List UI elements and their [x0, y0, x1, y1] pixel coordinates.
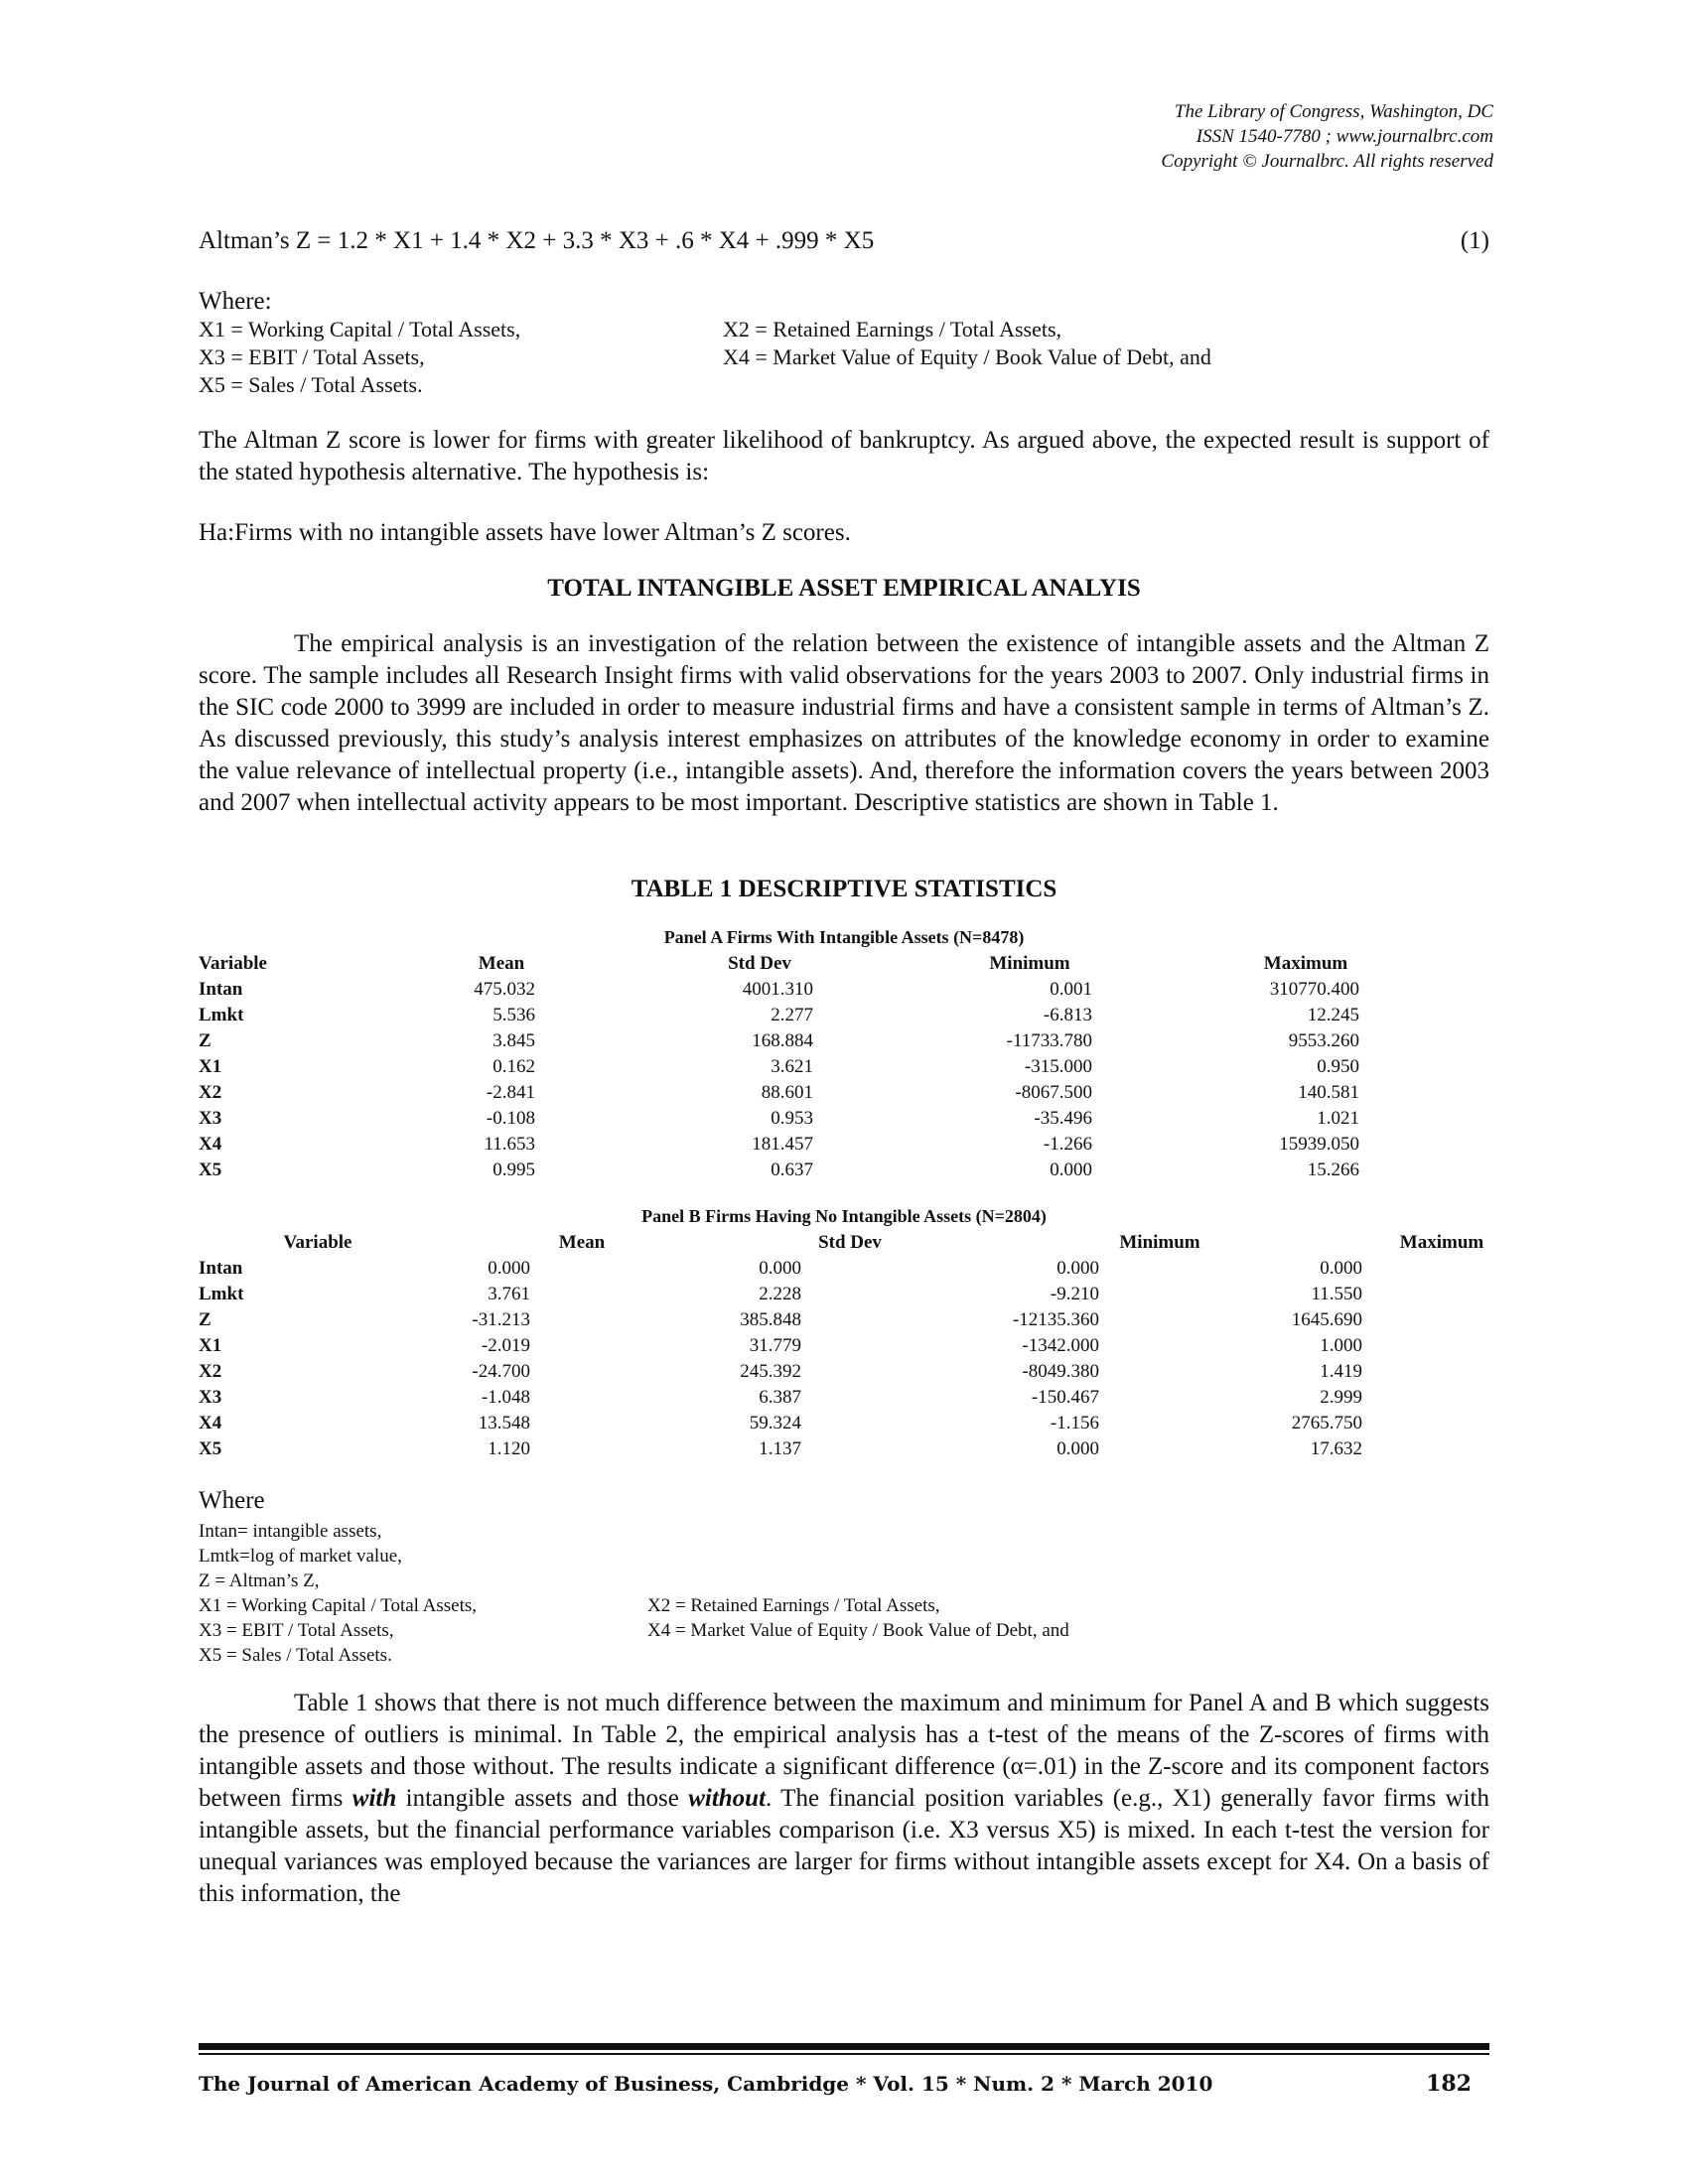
panel-b-value-cell: -1.048: [481, 1387, 530, 1408]
panel-b-variable-cell: X3: [199, 1387, 222, 1408]
panel-a-value-cell: -11733.780: [1006, 1030, 1092, 1051]
table-row: [199, 1359, 1489, 1385]
panel-a-value-cell: 12.245: [1307, 1005, 1359, 1025]
equation-number: (1): [1460, 227, 1489, 254]
emphasis-with: with: [352, 1785, 397, 1812]
panel-a-value-cell: -35.496: [1034, 1108, 1092, 1129]
panel-a-value-cell: -8067.500: [1015, 1082, 1092, 1103]
panel-b-value-cell: -31.213: [472, 1309, 530, 1330]
panel-b-value-cell: 1.000: [1320, 1335, 1362, 1356]
panel-b-header-row: [199, 1230, 1489, 1256]
panel-a-value-cell: 0.953: [771, 1108, 813, 1129]
table-row: [199, 1132, 1489, 1158]
panel-a-header-3: Minimum: [989, 953, 1070, 974]
panel-a-value-cell: 310770.400: [1269, 979, 1359, 1000]
panel-b-value-cell: -8049.380: [1022, 1361, 1099, 1382]
table-row: [199, 1054, 1489, 1080]
panel-b-variable-cell: Z: [199, 1309, 211, 1330]
panel-a-header-1: Mean: [478, 953, 525, 974]
emphasis-without: without: [688, 1785, 767, 1812]
paragraph-empirical-analysis: The empirical analysis is an investigation of the relation between the existence of intangible assets and the Altman Z score. The sample includes all Research Insight firms with valid observations for the years 2003 to 2007. Only industrial firms in the SIC code 2000 to 3999 are included in order to measure industrial firms and have a consistent sample in terms of Altman’s Z. As discussed previously, this study’s analysis interest emphasizes on attributes of the knowledge economy in order to examine the value relevance of intellectual property (i.e., intangible assets). And, therefore the information covers the years between 2003 and 2007 when intellectual activity appears to be most important. Descriptive statistics are shown in Table 1.: [199, 630, 1489, 816]
panel-a-value-cell: -1.266: [1043, 1134, 1092, 1155]
panel-a-value-cell: 3.845: [492, 1030, 535, 1051]
panel-b-value-cell: 385.848: [740, 1309, 801, 1330]
table-row: [199, 1158, 1489, 1183]
def-x1: X1 = Working Capital / Total Assets,: [199, 317, 521, 341]
note-x4: X4 = Market Value of Equity / Book Value of Debt, and: [647, 1620, 1069, 1641]
table-row: [199, 1436, 1489, 1462]
panel-a-value-cell: -0.108: [486, 1108, 535, 1129]
panel-b-header-2: Std Dev: [818, 1232, 882, 1253]
table-notes-where: Where: [199, 1487, 265, 1514]
paragraph-table-discussion: [199, 1688, 1489, 1910]
table-row: [199, 1028, 1489, 1054]
panel-a-variable-cell: X1: [199, 1056, 222, 1077]
journal-header: [1161, 99, 1493, 174]
def-x2: X2 = Retained Earnings / Total Assets,: [723, 317, 1062, 341]
page-number: 182: [1426, 2071, 1472, 2097]
panel-a-value-cell: -315.000: [1024, 1056, 1092, 1077]
panel-b-variable-cell: X2: [199, 1361, 222, 1382]
panel-a-value-cell: 0.000: [1050, 1160, 1092, 1180]
panel-b-value-cell: -1342.000: [1022, 1335, 1099, 1356]
table-row: [199, 1003, 1489, 1028]
table-row: [199, 1282, 1489, 1307]
panel-b-value-cell: 245.392: [740, 1361, 801, 1382]
paragraph-altman-z: The Altman Z score is lower for firms with greater likelihood of bankruptcy. As argued above, the expected result is support of the stated hypothesis alternative. The hypothesis is:: [199, 427, 1489, 485]
panel-a-header-2: Std Dev: [728, 953, 791, 974]
panel-b-value-cell: -24.700: [472, 1361, 530, 1382]
para3-part1: Table 1 shows that there is not much difference between the maximum and minimum for Panel A and B which suggests the presence of outliers is minimal. In Table 2, the empirical analysis has a t-test of the means of the Z-scores of firms with intangible assets and those without. The results indicate a significant difference (α=.01) in the Z-score and its component factors between firms: [199, 1690, 1489, 1812]
panel-a-variable-cell: X4: [199, 1134, 222, 1155]
note-x1: X1 = Working Capital / Total Assets,: [199, 1595, 478, 1616]
panel-b-header-3: Minimum: [1119, 1232, 1200, 1253]
panel-a-value-cell: 2.277: [771, 1005, 813, 1025]
panel-b-value-cell: 0.000: [1056, 1258, 1099, 1279]
table-notes: [199, 1519, 1069, 1668]
section-heading: TOTAL INTANGIBLE ASSET EMPIRICAL ANALYIS: [547, 575, 1141, 602]
panel-a-variable-cell: X3: [199, 1108, 222, 1129]
para3-part3: . The financial position variables (e.g., X1) generally favor firms with intangible assets, but the financial performance variables comparison (i.e. X3 versus X5) is mixed. In each t-test the version for unequal variances was employed because the variances are larger for firms without intangible assets except for X4. On a basis of this information, the: [199, 1785, 1490, 1907]
panel-a-value-cell: 140.581: [1298, 1082, 1359, 1103]
panel-b-value-cell: 0.000: [1320, 1258, 1362, 1279]
panel-a-value-cell: 0.162: [492, 1056, 535, 1077]
header-line-2: ISSN 1540-7780 ; www.journalbrc.com: [1196, 126, 1493, 147]
footer-rule-thick: [199, 2043, 1489, 2050]
altman-equation: Altman’s Z = 1.2 * X1 + 1.4 * X2 + 3.3 * X3 + .6 * X4 + .999 * X5: [199, 227, 875, 254]
panel-b-value-cell: 0.000: [759, 1258, 801, 1279]
where-label: Where:: [199, 288, 272, 315]
panel-a-value-cell: 0.950: [1317, 1056, 1359, 1077]
panel-b-value-cell: -12135.360: [1012, 1309, 1099, 1330]
panel-b-variable-cell: Intan: [199, 1258, 243, 1279]
panel-a-value-cell: 9553.260: [1288, 1030, 1359, 1051]
note-intan: Intan= intangible assets,: [199, 1521, 382, 1542]
table-row: [199, 1256, 1489, 1282]
panel-a-value-cell: 3.621: [771, 1056, 813, 1077]
table-row: [199, 1333, 1489, 1359]
panel-b-value-cell: 31.779: [749, 1335, 801, 1356]
panel-b-title: Panel B Firms Having No Intangible Assets (N=2804): [641, 1206, 1047, 1226]
panel-b-value-cell: 6.387: [759, 1387, 801, 1408]
panel-a-variable-cell: X5: [199, 1160, 222, 1180]
panel-b-value-cell: 1.120: [488, 1438, 530, 1459]
note-x3: X3 = EBIT / Total Assets,: [199, 1620, 394, 1641]
variable-definitions: [199, 316, 1489, 399]
panel-b-value-cell: -1.156: [1050, 1413, 1099, 1433]
panel-b-value-cell: 2765.750: [1291, 1413, 1362, 1433]
panel-a-header-4: Maximum: [1263, 953, 1348, 974]
panel-b-header-0: Variable: [283, 1232, 352, 1253]
panel-b-value-cell: 3.761: [488, 1284, 530, 1304]
note-lmtk: Lmtk=log of market value,: [199, 1546, 402, 1567]
panel-b-value-cell: 59.324: [749, 1413, 801, 1433]
panel-a-value-cell: -2.841: [486, 1082, 535, 1103]
panel-a-value-cell: 11.653: [484, 1134, 535, 1155]
panel-b-value-cell: 1.137: [759, 1438, 801, 1459]
panel-b-value-cell: -9.210: [1050, 1284, 1099, 1304]
panel-a-value-cell: 0.637: [771, 1160, 813, 1180]
footer-journal: The Journal of American Academy of Business, Cambridge * Vol. 15 * Num. 2 * March 2010: [199, 2072, 1213, 2096]
panel-a-variable-cell: Intan: [199, 979, 243, 1000]
panel-b-variable-cell: X1: [199, 1335, 222, 1356]
panel-b-value-cell: 0.000: [488, 1258, 530, 1279]
footer-rule-thin: [199, 2053, 1489, 2055]
panel-b-value-cell: 2.228: [759, 1284, 801, 1304]
panel-a-value-cell: 88.601: [761, 1082, 813, 1103]
panel-a-value-cell: 0.995: [492, 1160, 535, 1180]
panel-a-value-cell: 181.457: [752, 1134, 813, 1155]
hypothesis: Ha:Firms with no intangible assets have lower Altman’s Z scores.: [199, 519, 851, 546]
panel-a-value-cell: 15939.050: [1279, 1134, 1359, 1155]
panel-a-value-cell: 475.032: [474, 979, 535, 1000]
table-row: [199, 1106, 1489, 1132]
panel-a-value-cell: -6.813: [1043, 1005, 1092, 1025]
table-row: [199, 977, 1489, 1003]
panel-b-value-cell: 1.419: [1320, 1361, 1362, 1382]
panel-b-value-cell: -2.019: [481, 1335, 530, 1356]
def-x4: X4 = Market Value of Equity / Book Value of Debt, and: [723, 344, 1211, 369]
panel-b-value-cell: 0.000: [1056, 1438, 1099, 1459]
panel-b-variable-cell: X4: [199, 1413, 222, 1433]
header-line-1: The Library of Congress, Washington, DC: [1174, 101, 1493, 122]
panel-b-variable-cell: Lmkt: [199, 1284, 244, 1304]
panel-a-value-cell: 15.266: [1307, 1160, 1359, 1180]
para3-part2: intangible assets and those: [396, 1785, 689, 1812]
panel-b-value-cell: 2.999: [1320, 1387, 1362, 1408]
def-x5: X5 = Sales / Total Assets.: [199, 372, 423, 397]
panel-a-variable-cell: X2: [199, 1082, 222, 1103]
table-title: TABLE 1 DESCRIPTIVE STATISTICS: [631, 876, 1057, 902]
header-line-3: Copyright © Journalbrc. All rights reserved: [1161, 151, 1493, 172]
note-x5: X5 = Sales / Total Assets.: [199, 1645, 392, 1666]
panel-b-header-4: Maximum: [1399, 1232, 1484, 1253]
panel-b-value-cell: 13.548: [478, 1413, 530, 1433]
panel-a-value-cell: 5.536: [492, 1005, 535, 1025]
panel-a-variable-cell: Z: [199, 1030, 211, 1051]
table-row: [199, 1080, 1489, 1106]
panel-b-value-cell: -150.467: [1031, 1387, 1099, 1408]
panel-a-value-cell: 168.884: [752, 1030, 813, 1051]
panel-a-title: Panel A Firms With Intangible Assets (N=8478): [663, 927, 1025, 947]
table-row: [199, 1307, 1489, 1333]
panel-a-value-cell: 1.021: [1317, 1108, 1359, 1129]
table-row: [199, 1385, 1489, 1411]
note-z: Z = Altman’s Z,: [199, 1570, 320, 1591]
def-x3: X3 = EBIT / Total Assets,: [199, 344, 425, 369]
panel-b-value-cell: 1645.690: [1291, 1309, 1362, 1330]
panel-a-value-cell: 4001.310: [742, 979, 813, 1000]
panel-b-variable-cell: X5: [199, 1438, 222, 1459]
panel-b-header-1: Mean: [558, 1232, 606, 1253]
note-x2: X2 = Retained Earnings / Total Assets,: [647, 1595, 940, 1616]
panel-b-value-cell: 11.550: [1311, 1284, 1362, 1304]
panel-a-value-cell: 0.001: [1050, 979, 1092, 1000]
panel-a-header-0: Variable: [199, 953, 267, 974]
panel-b-value-cell: 17.632: [1310, 1438, 1362, 1459]
panel-a-variable-cell: Lmkt: [199, 1005, 244, 1025]
table-row: [199, 1411, 1489, 1436]
panel-a-header-row: [199, 951, 1489, 977]
